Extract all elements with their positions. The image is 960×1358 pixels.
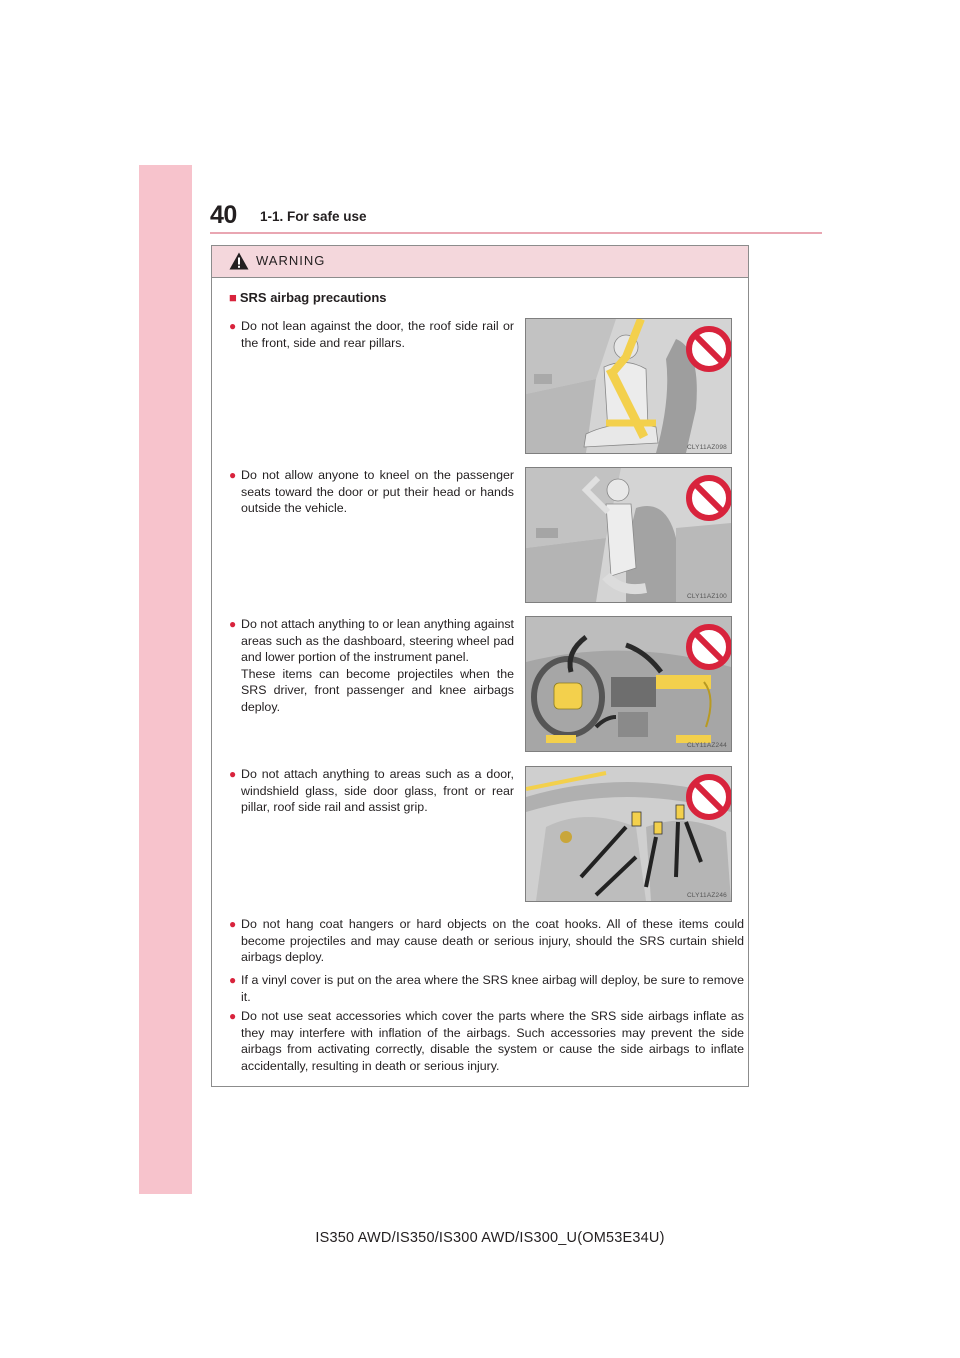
list-item <box>229 766 514 816</box>
section-title: 1-1. For safe use <box>260 209 367 224</box>
list-item <box>229 616 514 716</box>
item-text: If a vinyl cover is put on the area where the SRS knee airbag will deploy, be sure to remove it. <box>241 973 744 1004</box>
illustration-dashboard-airbags-svg <box>526 617 731 751</box>
circle-bullet-icon: ● <box>229 319 237 333</box>
circle-bullet-icon: ● <box>229 917 237 931</box>
item-text: Do not allow anyone to kneel on the passenger seats toward the door or put their head or hands outside the vehicle. <box>241 468 514 516</box>
page-number: 40 <box>210 201 237 229</box>
circle-bullet-icon: ● <box>229 468 237 482</box>
list-item <box>229 1008 744 1074</box>
model-code: IS350 AWD/IS350/IS300 AWD/IS300_U(OM53E34U) <box>315 1230 665 1246</box>
item-text: Do not attach anything to areas such as a door, windshield glass, side door glass, front or rear pillar, roof side rail and assist grip. <box>241 767 514 815</box>
circle-bullet-icon: ● <box>229 617 237 631</box>
illustration-lean-on-door-svg <box>526 319 731 453</box>
item-text: Do not use seat accessories which cover the parts where the SRS side airbags inflate as they may interfere with inflation of the airbags. Such accessories may prevent the side airbags from activating correctly, disable the system or cause the side airbags to inflate accidentally, resulting in death or serious injury. <box>241 1009 744 1073</box>
circle-bullet-icon: ● <box>229 767 237 781</box>
item-text: Do not attach anything to or lean anything against areas such as the dashboard, steering wheel pad and lower portion of the instrument panel. These items can become projectiles when the SRS driver, front passenger and knee airbags deploy. <box>241 617 514 714</box>
illustration-kneel-on-seat <box>525 467 732 603</box>
item-text: Do not hang coat hangers or hard objects on the coat hooks. All of these items could become projectiles and may cause death or serious injury, should the SRS curtain shield airbags deploy. <box>241 917 744 965</box>
list-item <box>229 972 744 1005</box>
illustration-cabin-attachments <box>525 766 732 902</box>
illustration-dashboard-airbags <box>525 616 732 752</box>
page-footer <box>0 1228 960 1248</box>
figure-code: CLY11AZ244 <box>686 742 727 749</box>
item-text: Do not lean against the door, the roof side rail or the front, side and rear pillars. <box>241 319 514 350</box>
figure-code: CLY11AZ246 <box>686 892 727 899</box>
illustration-cabin-attachments-svg <box>526 767 731 901</box>
figure-code: CLY11AZ098 <box>686 444 727 451</box>
chapter-side-tab <box>139 165 192 1194</box>
figure-code: CLY11AZ100 <box>686 593 727 600</box>
square-bullet-icon: ■ <box>229 290 237 305</box>
subheading-text: SRS airbag precautions <box>239 290 387 305</box>
list-item <box>229 916 744 966</box>
circle-bullet-icon: ● <box>229 973 237 987</box>
list-item <box>229 467 514 517</box>
warning-header <box>212 246 748 278</box>
warning-triangle-icon <box>229 252 249 270</box>
header-divider <box>210 232 822 234</box>
illustration-kneel-on-seat-svg <box>526 468 731 602</box>
warning-label: WARNING <box>256 253 326 268</box>
illustration-lean-on-door <box>525 318 732 454</box>
subheading <box>229 289 387 307</box>
list-item <box>229 318 514 351</box>
circle-bullet-icon: ● <box>229 1009 237 1023</box>
warning-box <box>211 245 749 1087</box>
